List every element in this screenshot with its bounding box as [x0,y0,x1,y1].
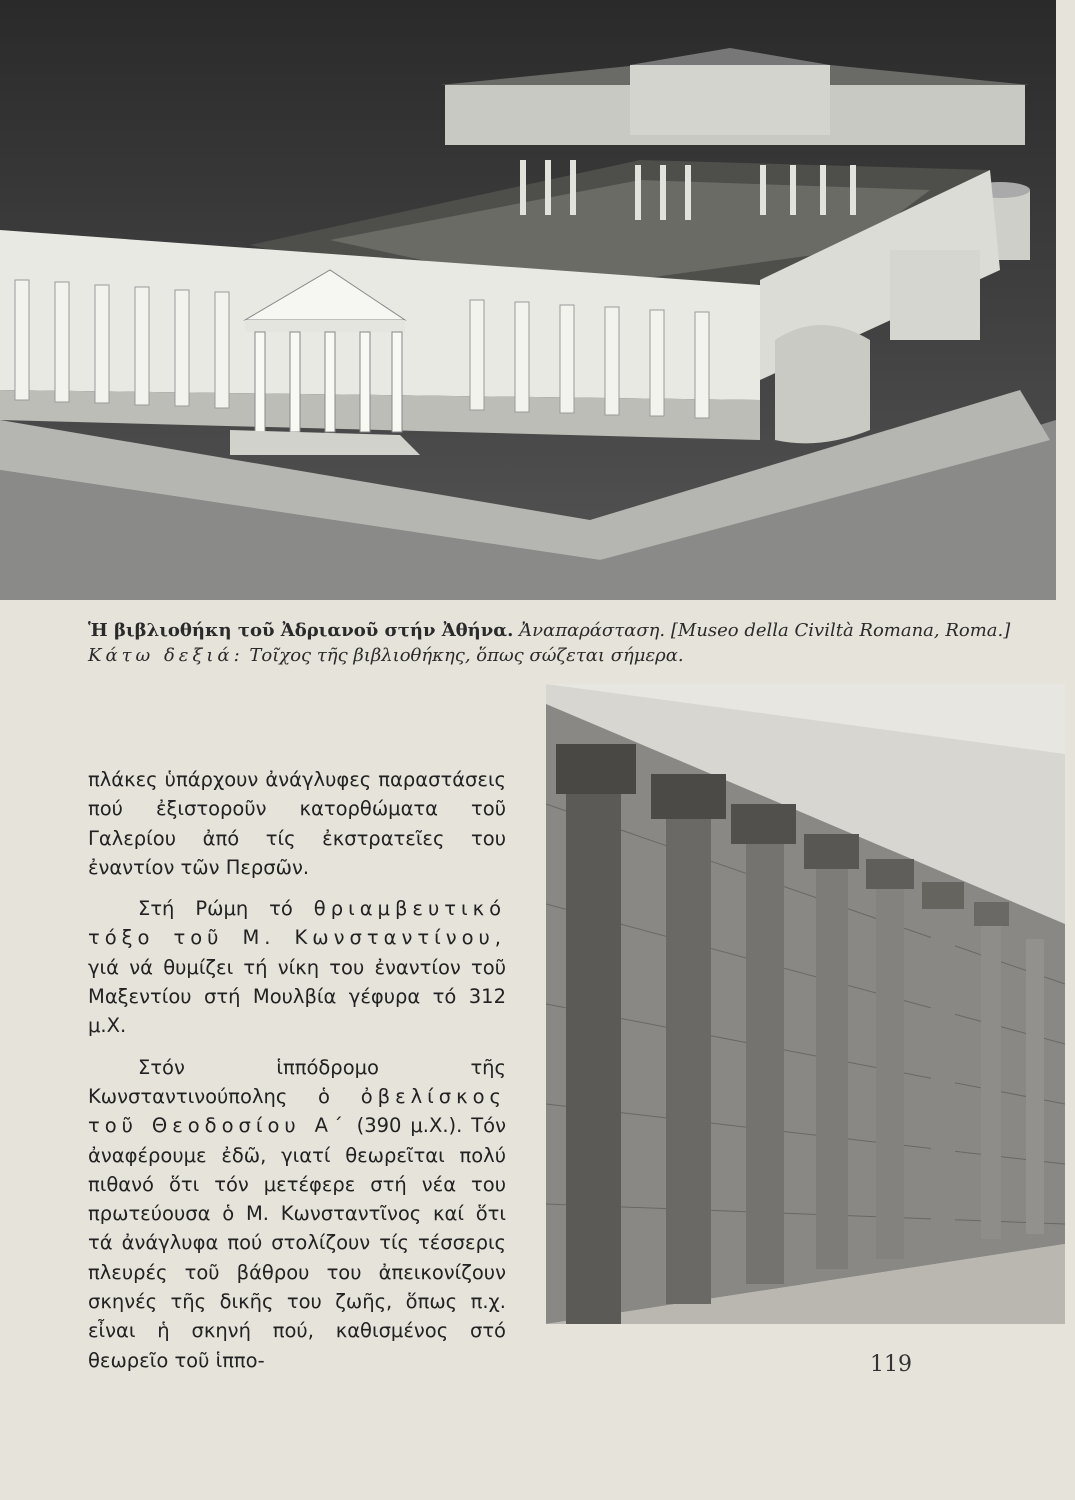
figure-caption [88,618,1048,668]
top-photo-hadrian-library-model [0,0,1056,600]
caption-wall-description: Τοῖχος τῆς βιβλιοθήκης, ὅπως σώζεται σήμερα. [249,645,684,666]
paragraph-1: πλάκες ὑπάρχουν ἀνάγλυφες παραστάσεις πού ἐξιστοροῦν κατορθώματα τοῦ Γαλερίου ἀπό τίς ἐκστρατεῖες του ἐναντίον τῶν Περσῶν. [88,768,506,879]
caption-reconstruction: Ἀναπαράσταση. [519,620,666,641]
caption-source: [Museo della Civiltà Romana, Roma.] [670,620,1011,641]
body-text-column [88,765,506,1387]
paragraph-2-lead: Στή Ρώμη τό [138,897,293,921]
paragraph-2-rest: γιά νά θυμίζει τή νίκη του ἐναντίον τοῦ Μαξεντίου στή Μουλβία γέφυρα τό 312 μ.Χ. [88,955,506,1038]
paragraph-2-emphasis: θριαμβευτικό τόξο τοῦ Μ. Κωνσταντίνου, [88,897,506,950]
caption-position-label: Κάτω δεξιά: [88,645,244,666]
paragraph-3-lead: Στόν ἱππόδρομο τῆς Κωνσταντινούπολης ὁ [88,1055,506,1108]
caption-title: Ἡ βιβλιοθήκη τοῦ Ἀδριανοῦ στήν Ἀθήνα. [88,620,514,641]
wall-illustration [546,684,1065,1324]
paragraph-3-rest: (390 μ.Χ.). Τόν ἀναφέρουμε ἐδῶ, γιατί θεωρεῖται πολύ πιθανό ὅτι τόν μετέφερε στή νέα του πρωτεύουσα ὁ Μ. Κωνσταντῖνος καί ὅτι τά ἀνάγλυφα πού στολίζουν τίς τέσσερις πλευρές τοῦ βάθρου του ἀπεικονίζουν σκηνές τῆς δικῆς του ζωῆς, ὅπως π.χ. εἶναι ἡ σκηνή πού, καθισμένος στό θεωρεῖο τοῦ ἱππο- [88,1114,506,1372]
model-illustration [0,0,1056,600]
paragraph-3 [88,1053,506,1375]
paragraph-2 [88,894,506,1040]
page-number: 119 [870,1352,912,1377]
paragraph-3-emphasis: ὀβελίσκος τοῦ Θεοδοσίου Α΄ [88,1084,506,1138]
right-photo-library-wall [546,684,1065,1324]
